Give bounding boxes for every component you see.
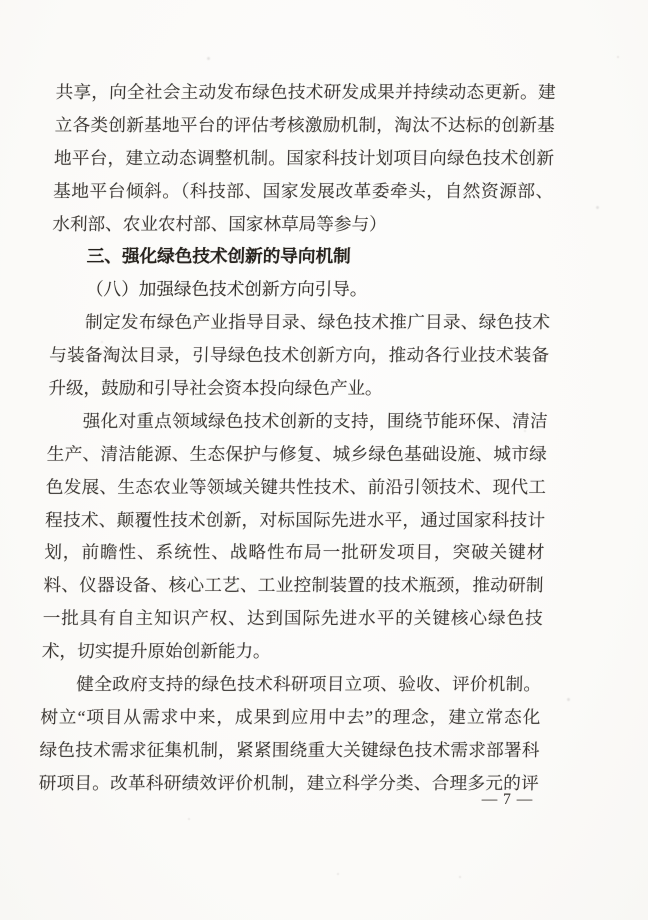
text-line: 制定发布绿色产业指导目录、绿色技术推广目录、绿色技术: [84, 312, 551, 333]
scan-speck: [337, 873, 339, 875]
document-body: [38, 76, 556, 800]
text-line: 与装备淘汰目录，引导绿色技术创新方向，推动各行业技术装备: [48, 345, 550, 366]
text-line: 升级，鼓励和引导社会资本投向绿色产业。: [48, 378, 383, 399]
scan-speck: [524, 430, 526, 432]
text-line: 基地平台倾斜。（科技部、国家发展改革委牵头，自然资源部、: [52, 180, 554, 201]
scan-speck: [101, 341, 103, 343]
text-line: 树立“项目从需求中来，成果到应用中去”的理念，建立常态化: [40, 706, 541, 727]
scan-speck: [207, 57, 210, 60]
text-line: 水利部、农业农村部、国家林草局等参与）: [52, 213, 387, 234]
text-line: 划，前瞻性、系统性、战略性布局一批研发项目，突破关键材: [44, 542, 545, 563]
text-line: 一批具有自主知识产权、达到国际先进水平的关键核心绿色技: [42, 608, 543, 629]
text-line: 健全政府支持的绿色技术科研项目立项、验收、评价机制。: [76, 674, 542, 695]
text-line: （八）加强绿色技术创新方向引导。: [85, 279, 368, 300]
text-line: 程技术、颠覆性技术创新，对标国际先进水平，通过国家科技计: [44, 509, 546, 530]
text-line: 地平台，建立动态调整机制。国家科技计划项目向绿色技术创新: [53, 147, 555, 168]
text-line: 强化对重点领域绿色技术创新的支持，围绕节能环保、清洁: [82, 410, 548, 431]
text-line: 三、强化绿色技术创新的导向机制: [86, 246, 351, 267]
scan-speck: [372, 357, 375, 360]
text-line: 术，切实提升原始创新能力。: [41, 641, 271, 662]
text-line: 色发展、生态农业等领域关键共性技术、前沿引领技术、现代工: [45, 476, 547, 497]
scan-speck: [617, 56, 619, 58]
text-line: 生产、清洁能源、生态保护与修复、城乡绿色基础设施、城市绿: [46, 443, 548, 464]
text-line: 立各类创新基地平台的评估考核激励机制，淘汰不达标的创新基: [54, 114, 556, 135]
scan-speck: [188, 818, 190, 820]
scan-speck: [567, 698, 570, 701]
text-line: 料、仪器设备、核心工艺、工业控制装置的技术瓶颈，推动研制: [43, 575, 544, 596]
scan-speck: [459, 876, 461, 878]
text-line: 共享，向全社会主动发布绿色技术研发成果并持续动态更新。建: [55, 82, 556, 102]
scan-speck: [596, 206, 599, 209]
page-number: — 7 —: [481, 791, 534, 808]
text-line: 绿色技术需求征集机制，紧紧围绕重大关键绿色技术需求部署科: [39, 739, 540, 760]
text-line: 研项目。改革科研绩效评价机制，建立科学分类、合理多元的评: [38, 772, 539, 793]
